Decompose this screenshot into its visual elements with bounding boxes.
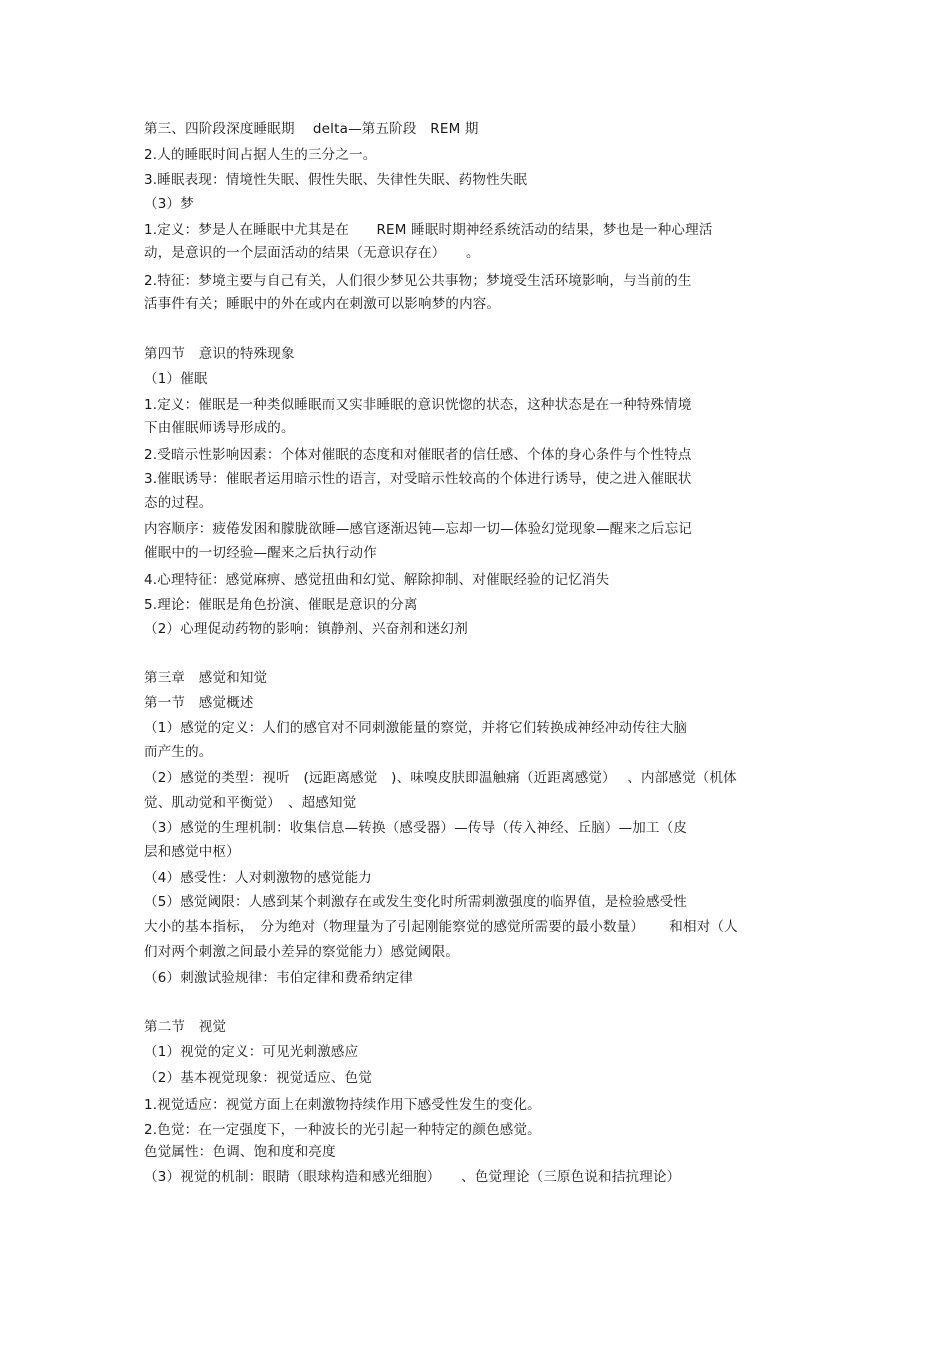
text-line: （3）视觉的机制：眼睛（眼球构造和感光细胞） 、色觉理论（三原色说和拮抗理论） xyxy=(144,1169,681,1185)
text-line: 4.心理特征：感觉麻痹、感觉扭曲和幻觉、解除抑制、对催眠经验的记忆消失 xyxy=(144,572,610,588)
text-line: 动，是意识的一个层面活动的结果（无意识存在） 。 xyxy=(144,245,480,261)
section-heading: 第二节 视觉 xyxy=(144,1019,227,1035)
text-line: 层和感觉中枢） xyxy=(144,844,240,860)
text-line: （4）感受性：人对刺激物的感觉能力 xyxy=(144,870,372,886)
text-line: （3）感觉的生理机制：收集信息—转换（感受器）—传导（传入神经、丘脑）—加工（皮 xyxy=(144,820,688,836)
text-line: 5.理论：催眠是角色扮演、催眠是意识的分离 xyxy=(144,597,418,613)
text-line: （2）基本视觉现象：视觉适应、色觉 xyxy=(144,1070,372,1086)
text-line: 大小的基本指标， 分为绝对（物理量为了引起刚能察觉的感觉所需要的最小数量） 和相对（人 xyxy=(144,919,738,935)
text-line: 2.特征：梦境主要与自己有关，人们很少梦见公共事物；梦境受生活环境影响，与当前的生 xyxy=(144,273,692,289)
text-line: （1）感觉的定义：人们的感官对不同刺激能量的察觉，并将它们转换成神经冲动传往大脑 xyxy=(144,720,688,736)
text-line: 态的过程。 xyxy=(144,495,213,511)
text-line: （6）刺激试验规律：韦伯定律和费希纳定律 xyxy=(144,970,414,986)
text-line: （1）视觉的定义：可见光刺激感应 xyxy=(144,1044,359,1060)
text-line: 催眠中的一切经验—醒来之后执行动作 xyxy=(144,545,377,561)
chapter-heading: 第三章 感觉和知觉 xyxy=(144,670,268,686)
text-line: 而产生的。 xyxy=(144,744,213,760)
text-line: （2）感觉的类型：视听 (远距离感觉 )、味嗅皮肤即温触痛（近距离感觉） 、内部感觉（机体 xyxy=(144,770,737,786)
text-line: 们对两个刺激之间最小差异的察觉能力）感觉阈限。 xyxy=(144,944,460,960)
text-line: （1）催眠 xyxy=(144,371,208,387)
section-heading: 第四节 意识的特殊现象 xyxy=(144,346,295,362)
text-line: 活事件有关；睡眠中的外在或内在刺激可以影响梦的内容。 xyxy=(144,296,501,312)
section-heading: 第一节 感觉概述 xyxy=(144,695,254,711)
text-line: 2.色觉：在一定强度下，一种波长的光引起一种特定的颜色感觉。 xyxy=(144,1122,541,1138)
text-line: 3.睡眠表现：情境性失眠、假性失眠、失律性失眠、药物性失眠 xyxy=(144,172,528,188)
text-line: 觉、肌动觉和平衡觉） 、超感知觉 xyxy=(144,795,357,811)
text-line: 第三、四阶段深度睡眠期 delta—第五阶段 REM 期 xyxy=(144,121,479,137)
text-line: （2）心理促动药物的影响：镇静剂、兴奋剂和迷幻剂 xyxy=(144,621,468,637)
text-line: 1.定义：梦是人在睡眠中尤其是在 REM 睡眠时期神经系统活动的结果，梦也是一种心理活 xyxy=(144,222,713,238)
text-line: 1.视觉适应：视觉方面上在刺激物持续作用下感受性发生的变化。 xyxy=(144,1097,541,1113)
text-line: 1.定义：催眠是一种类似睡眠而又实非睡眠的意识恍惚的状态，这种状态是在一种特殊情境 xyxy=(144,397,692,413)
text-line: 2.人的睡眠时间占据人生的三分之一。 xyxy=(144,147,377,163)
text-line: （3）梦 xyxy=(144,196,194,212)
text-line: 内容顺序：疲倦发困和朦胧欲睡—感官逐渐迟钝—忘却一切—体验幻觉现象—醒来之后忘记 xyxy=(144,521,692,537)
text-line: （5）感觉阈限：人感到某个刺激存在或发生变化时所需刺激强度的临界值，是检验感受性 xyxy=(144,894,688,910)
text-line: 3.催眠诱导：催眠者运用暗示性的语言，对受暗示性较高的个体进行诱导，使之进入催眠状 xyxy=(144,471,692,487)
text-line: 色觉属性：色调、饱和度和亮度 xyxy=(144,1144,336,1160)
text-line: 2.受暗示性影响因素：个体对催眠的态度和对催眠者的信任感、个体的身心条件与个性特点 xyxy=(144,447,692,463)
text-line: 下由催眠师诱导形成的。 xyxy=(144,420,295,436)
